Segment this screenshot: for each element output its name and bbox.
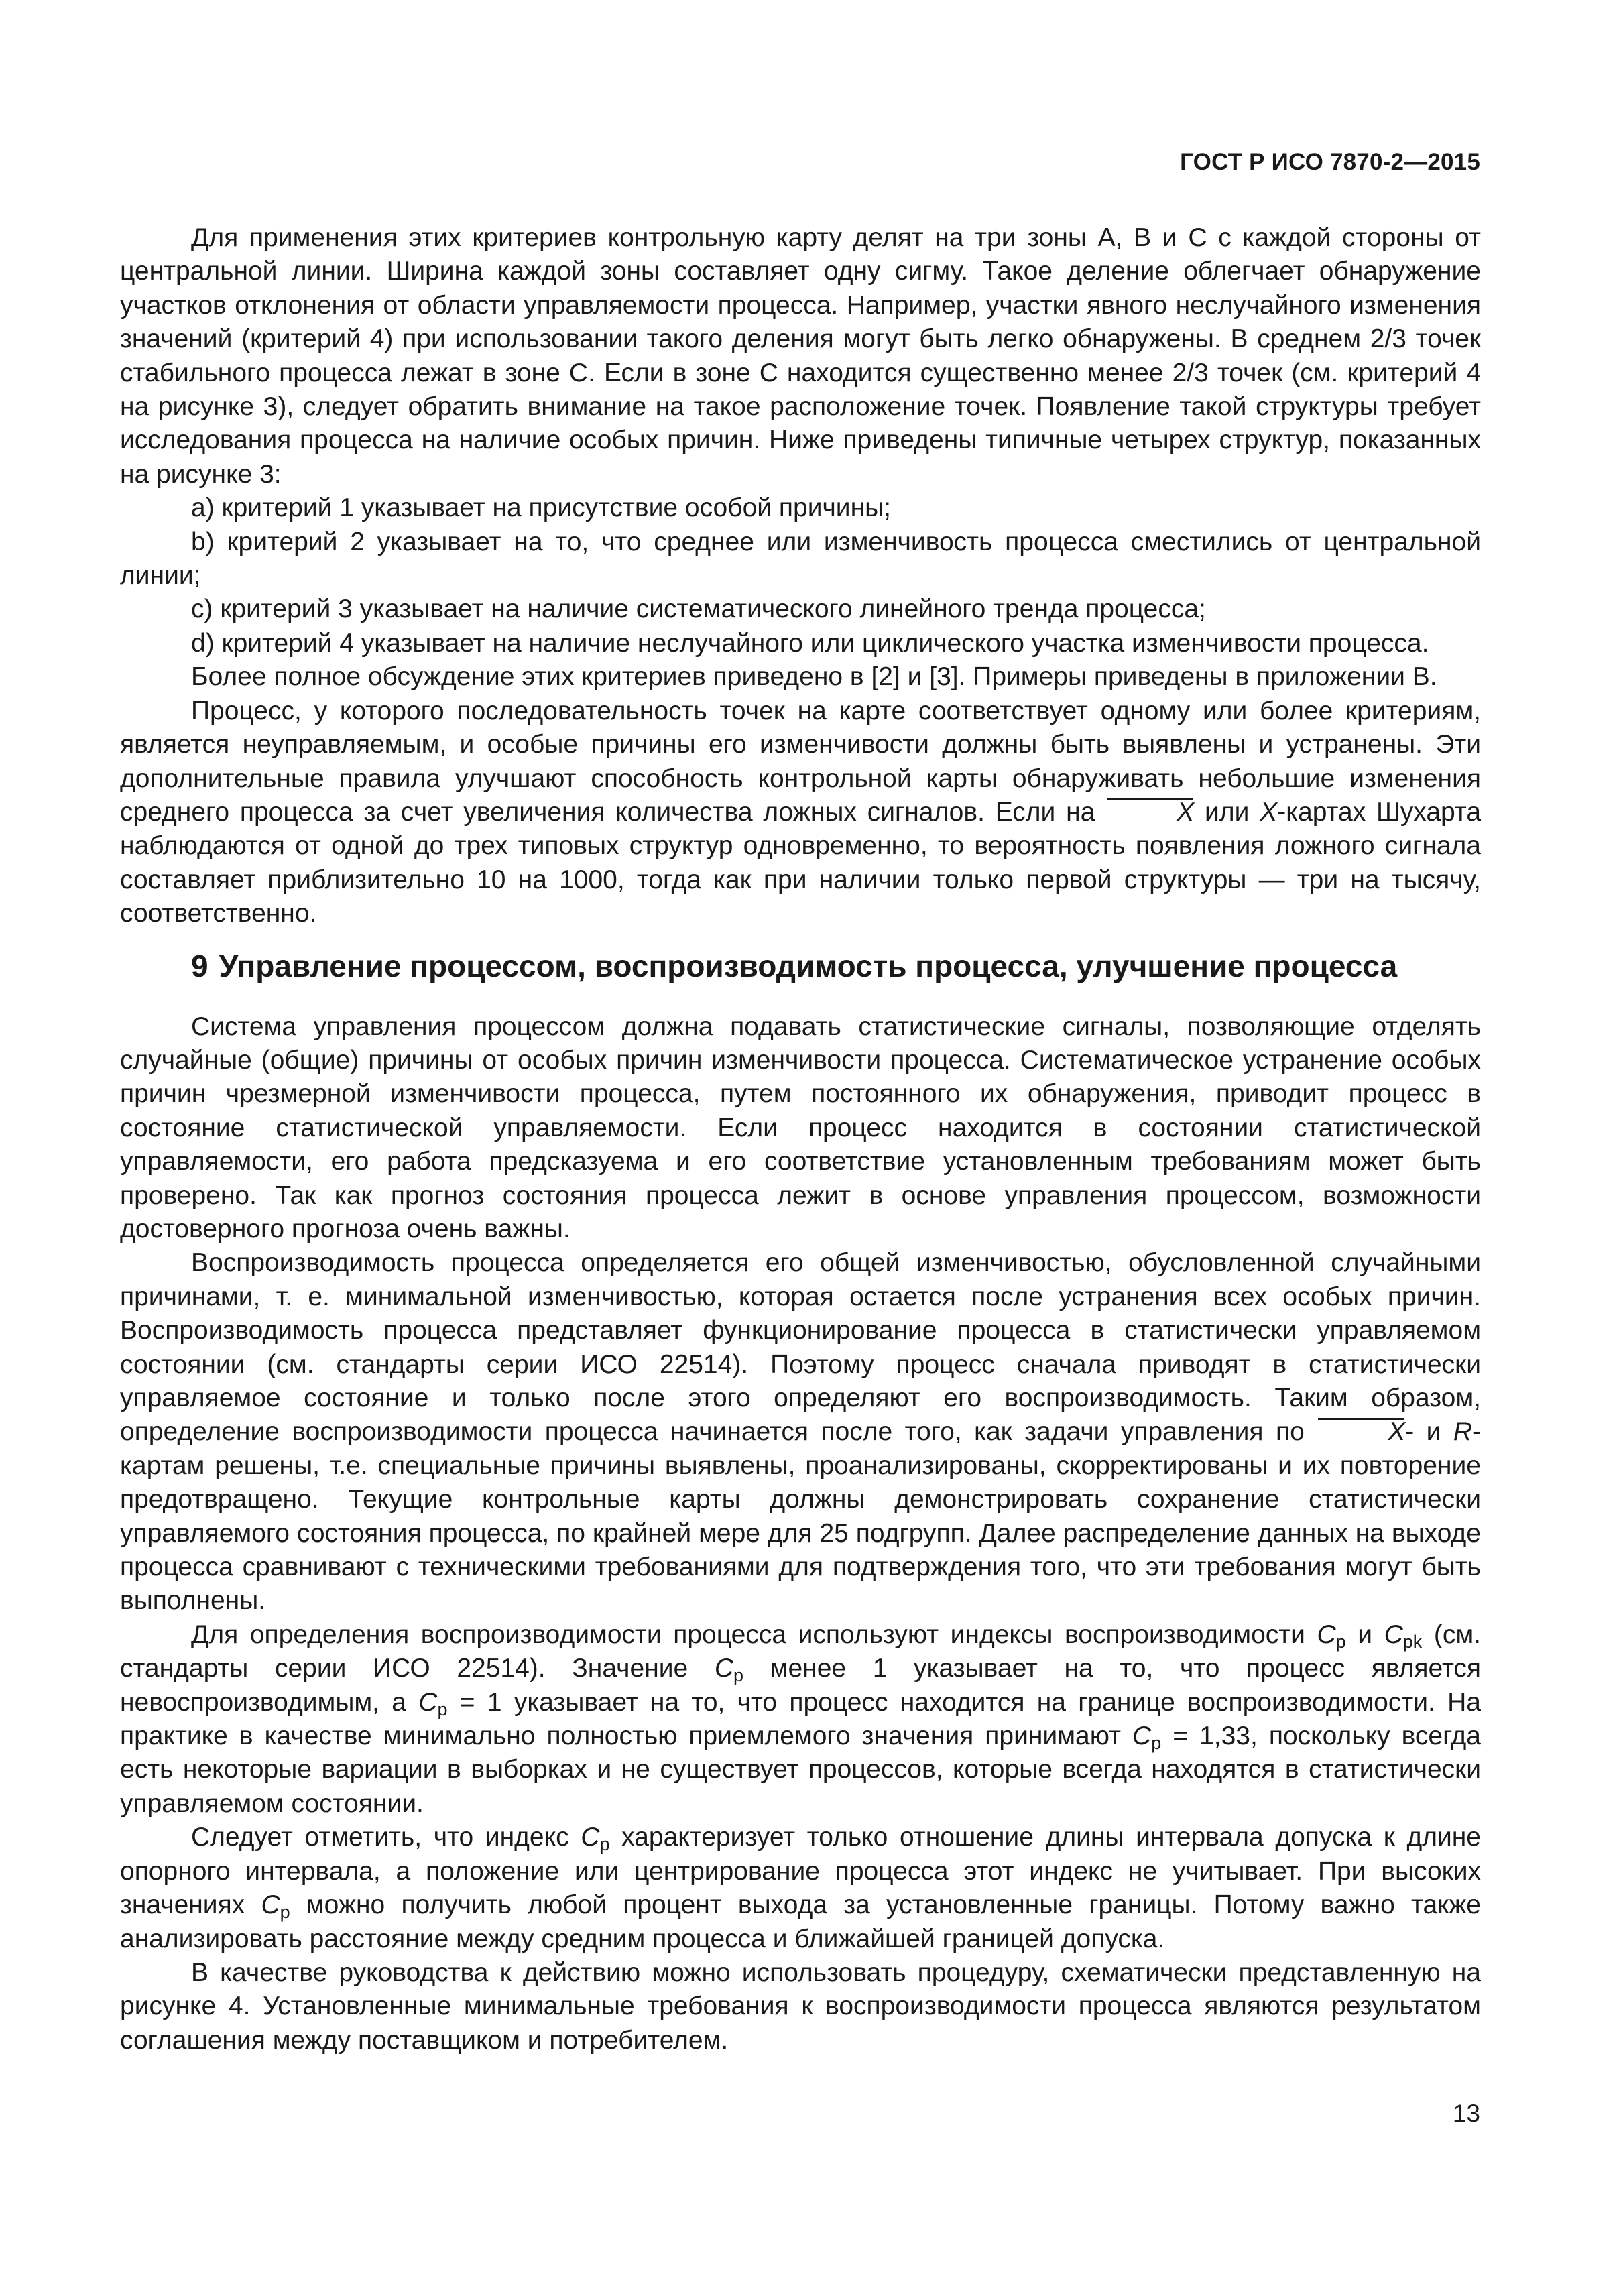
cp-symbol: C: [1132, 1721, 1152, 1751]
list-item: [120, 593, 1481, 626]
r-symbol: R: [1453, 1417, 1472, 1447]
list-item: [120, 627, 1481, 660]
list-item: [120, 526, 1481, 593]
paragraph-zones: Для применения этих критериев контрольную карту делят на три зоны A, B и C с каждой стороны от центральной линии. Ширина каждой зоны составляет одну сигму. Такое деление облегчает обнаружение участков отклонения от области управляемости процесса. Например, участки явного неслучайного изменения значений (критерий 4) при использовании такого деления могут быть легко обнаружены. В среднем 2/3 точек стабильного процесса лежат в зоне C. Если в зоне C находится существенно менее 2/3 точек (см. критерий 4 на рисунке 3), следует обратить внимание на такое расположение точек. Появление такой структуры требует исследования процесса на наличие особых причин. Ниже приведены типичные четырех структур, показанных на рисунке 3:: [120, 223, 1481, 489]
list-text: критерий 2 указывает на то, что среднее или изменчивость процесса сместились от центральной линии;: [120, 527, 1481, 591]
list-marker: a): [191, 493, 215, 523]
section-title: Управление процессом, воспроизводимость процесса, улучшение процесса: [219, 948, 1398, 983]
section-number: 9: [191, 948, 208, 983]
cp-symbol: C: [714, 1654, 734, 1683]
list-text: критерий 1 указывает на присутствие особой причины;: [221, 493, 891, 523]
page-body: [120, 221, 1481, 2057]
cpk-symbol: C: [1384, 1620, 1403, 1649]
paragraph-out-of-control: Процесс, у которого последовательность точек на карте соответствует одному или более критериям, является неуправляемым, и особые причины его изменчивости должны быть выявлены и устранены. Эти дополнительные правила улучшают способность контрольной карты обнаруживать небольшие изменения среднего процесса за счет увеличения количества ложных сигналов. Если на X или X-картах Шухарта наблюдаются от одной до трех типовых структур одновременно, то вероятность появления ложного сигнала составляет приблизительно 10 на 1000, тогда как при наличии только первой структуры — три на тысячу, соответственно.: [120, 696, 1482, 928]
x-symbol: X: [1260, 797, 1278, 827]
list-item: [120, 491, 1481, 525]
paragraph-capability: Воспроизводимость процесса определяется его общей изменчивостью, обусловленной случайными причинами, т. е. минимальной изменчивостью, которая остается после устранения всех особых причин. Воспроизводимость процесса представляет функционирование процесса в статистически управляемом состоянии (см. стандарты серии ИСО 22514). Поэтому процесс сначала приводят в статистически управляемое состояние и только после этого определяют его воспроизводимость. Таким образом, определение воспроизводимости процесса начинается после того, как задачи управления по X- и R-картам решены, т.е. специальные причины выявлены, проанализированы, скорректированы и их повторение предотвращено. Текущие контрольные карты должны демонстрировать сохранение статистически управляемого состояния процесса, по крайней мере для 25 подгрупп. Далее распределение данных на выходе процесса сравнивают с техническими требованиями для подтверждения того, что эти требования могут быть выполнены.: [120, 1248, 1481, 1616]
paragraph-control-system: Система управления процессом должна подавать статистические сигналы, позволяющие отделять случайные (общие) причины от особых причин изменчивости процесса. Систематическое устранение особых причин чрезмерной изменчивости процесса, путем постоянного их обнаружения, приводит процесс в состояние статистической управляемости. Если процесс находится в состоянии статистической управляемости, его работа предсказуема и его соответствие установленным требованиям может быть проверено. Так как прогноз состояния процесса лежит в основе управления процессом, возможности достоверного прогноза очень важны.: [120, 1012, 1481, 1244]
list-marker: b): [191, 527, 215, 556]
x-bar-symbol: X: [1317, 1415, 1405, 1449]
paragraph-guidance: В качестве руководства к действию можно использовать процедуру, схематически представленную на рисунке 4. Установленные минимальные требования к воспроизводимости процесса являются результатом соглашения между поставщиком и потребителем.: [120, 1957, 1481, 2055]
list-text: критерий 3 указывает на наличие систематического линейного тренда процесса;: [220, 595, 1206, 624]
cp-symbol: C: [261, 1890, 280, 1920]
document-header: ГОСТ Р ИСО 7870-2—2015: [1180, 149, 1480, 175]
page-number: 13: [1452, 2100, 1480, 2127]
list-marker: c): [191, 595, 213, 624]
list-marker: d): [191, 628, 215, 658]
paragraph-capability-indices: Для определения воспроизводимости процесса используют индексы воспроизводимости $C_p$ и $C_{pk}$ (см. стандарты серии ИСО 22514). Значение $C_p$ менее 1 указывает на то, что процесс является невоспроизводимым, а $C_p = 1$ указывает на то, что процесс находится на границе воспроизводимости. На практике в качестве минимально полностью приемлемого значения принимают $C_p = 1,33$, поскольку всегда есть некоторые вариации в выборках и не существует процессов, которые всегда находятся в статистически управляемом состоянии.: [120, 1620, 1481, 1818]
cp-symbol: C: [1317, 1620, 1336, 1649]
list-text: критерий 4 указывает на наличие неслучайного или циклического участка изменчивости процесса.: [221, 628, 1429, 658]
x-bar-symbol: X: [1105, 796, 1194, 829]
paragraph-cp-note: Следует отметить, что индекс $C_p$ характеризует только отношение длины интервала допуска к длине опорного интервала, а положение или центрирование процесса этот индекс не учитывает. При высоких значениях $C_p$ можно получить любой процент выхода за установленные границы. Потому важно также анализировать расстояние между средним процесса и ближайшей границей допуска.: [120, 1823, 1482, 1953]
cp-symbol: C: [418, 1687, 438, 1717]
section-heading: [191, 946, 1481, 986]
paragraph-references: Более полное обсуждение этих критериев приведено в [2] и [3]. Примеры приведены в приложении В.: [191, 662, 1437, 692]
cp-symbol: C: [581, 1823, 600, 1852]
